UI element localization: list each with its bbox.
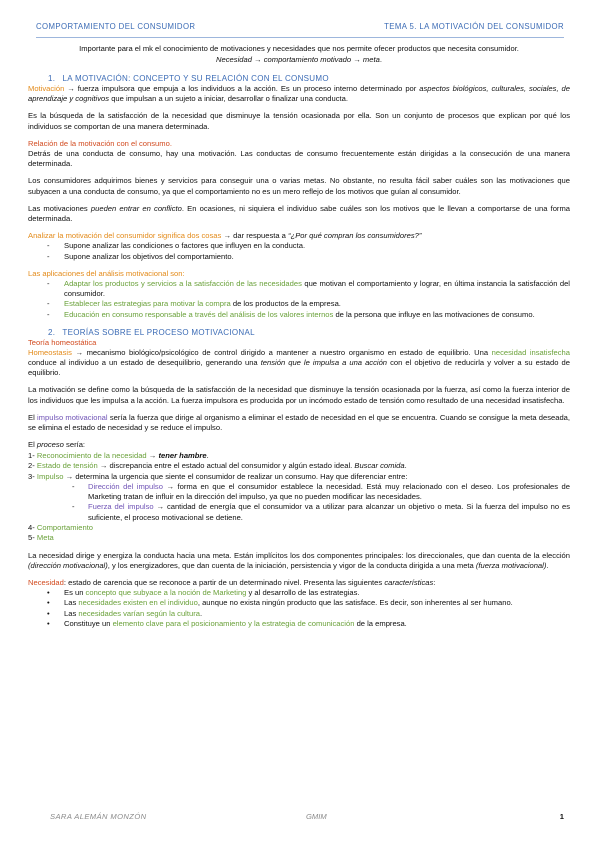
text: sería la fuerza que dirige al organismo a eliminar el estado de necesidad en el que se encuentra. Cuando se consigue la meta deseada, se elimina el estado de necesidad y se reduce el impulso.	[28, 412, 571, 433]
text-green: Educación en consumo responsable a través del análisis de los valores internos	[64, 309, 334, 319]
page-number: 1	[559, 812, 564, 821]
text: .	[199, 608, 203, 618]
paragraph-analizar	[28, 231, 570, 241]
text: La necesidad dirige y energiza la conducta hacia una meta. Están implícitos los dos componentes principales: los direccionales, que dan cuenta de la elección	[28, 550, 570, 560]
term-motivacion: Motivación	[28, 84, 65, 93]
text-italic: aspectos biológicos, culturales, sociales, de aprendizaje y cognitivos	[28, 84, 570, 104]
text: Constituye un	[64, 618, 111, 628]
text-green: Establecer las estrategias para motivar la compra	[64, 299, 231, 309]
list-item	[28, 588, 570, 598]
text-italic: Buscar comida	[354, 461, 405, 471]
header-topic-title: TEMA 5. LA MOTIVACIÓN DEL CONSUMIDOR	[384, 22, 564, 31]
step-title: Impulso	[36, 471, 64, 481]
text: de la persona que influye en las motivaciones de consumo.	[335, 309, 535, 319]
step-title: Comportamiento	[36, 522, 94, 532]
text: . En ocasiones, ni siquiera el individuo sabe cuáles son los motivos que le llevan a comportarse de una forma determinada.	[28, 203, 570, 224]
paragraph-conflicto	[28, 204, 570, 224]
analizar-list	[28, 241, 570, 261]
subheading-teoria: Teoría homeostática	[28, 337, 97, 347]
document-body	[28, 43, 570, 629]
paragraph-impulso	[28, 413, 570, 433]
text-purple: Dirección del impulso	[88, 481, 163, 491]
list-item	[28, 609, 570, 619]
text: .	[206, 450, 209, 460]
text: El	[28, 412, 35, 422]
step-number: 3-	[28, 471, 35, 481]
list-item	[28, 619, 570, 629]
step-title: Estado de tensión	[36, 461, 98, 471]
paragraph: La motivación se define como la búsqueda de la satisfacción de la necesidad que disminuye la tensión ocasionada por la fuerza, así como la fuerza interior de los individuos que les impulsa a la acción. La fuerza impulsora es producida por un incómodo estado de tensión como resultado de una necesidad insatisfecha.	[28, 385, 570, 405]
step-title: Meta	[36, 533, 54, 543]
section-1-heading	[28, 74, 570, 84]
page-header	[36, 22, 564, 34]
text: sería:	[66, 440, 86, 450]
process-step	[28, 451, 570, 461]
text: El	[28, 440, 35, 450]
text-italic: características	[384, 577, 434, 587]
paragraph-componentes	[28, 551, 570, 571]
term-impulso: impulso motivacional	[37, 412, 108, 422]
process-step	[28, 523, 570, 533]
paragraph: Los consumidores adquirimos bienes y servicios para conseguir una o varias metas. No obstante, no resulta fácil saber cuáles son las motivaciones que subyacen a una conducta de consumo, ya que el comportamiento no es un mero reflejo de los motivos que guían al consumidor.	[28, 176, 570, 196]
text: conduce al individuo a un estado de desequilibrio, generando una	[28, 358, 258, 368]
term-necesidad: Necesidad	[28, 577, 64, 587]
text: Las	[64, 598, 77, 608]
step-number: 1-	[28, 450, 35, 460]
text-italic: tensión que le impulsa a una acción	[260, 358, 388, 368]
process-list	[28, 440, 570, 543]
section-title: LA MOTIVACIÓN: CONCEPTO Y SU RELACIÓN CON EL CONSUMO	[62, 74, 329, 83]
page-footer	[36, 812, 564, 824]
text-green: necesidad insatisfecha	[491, 347, 570, 357]
text-green: concepto que subyace a la noción de Marketing	[85, 588, 247, 598]
process-step	[28, 533, 570, 543]
text: → fuerza impulsora que empuja a los individuos a la acción. Es un proceso interno determinado por	[67, 84, 417, 93]
necesidad-list	[28, 588, 570, 629]
list-item: - Supone analizar las condiciones o factores que influyen en la conducta.	[28, 241, 570, 251]
text: Las	[64, 608, 77, 618]
list-item	[28, 482, 570, 502]
intro-line: Importante para el mk el conocimiento de motivaciones y necesidades que nos permite ofecer productos que necesita consumidor.	[79, 44, 519, 53]
text: Detrás de una conducta de consumo, hay una motivación. Las conductas de consumo frecuentemente están dirigidas a la consecución de una manera determinada.	[28, 149, 570, 169]
list-item	[28, 299, 570, 309]
text-italic: “¿Por qué compran los consumidores?”	[288, 231, 422, 241]
text: → forma en que el consumidor establece la necesidad. Está muy relacionado con el deseo. Los profesionales de Marketing tratan de influir en la dirección del impulso, ya que no pueden modificar las necesidades.	[88, 481, 570, 502]
text-italic: pueden entrar en conflicto	[90, 203, 182, 213]
list-item	[28, 310, 570, 320]
step-title: Reconocimiento de la necesidad	[36, 450, 147, 460]
text-green: necesidades varían según la cultura	[78, 608, 200, 618]
intro-block: Importante para el mk el conocimiento de motivaciones y necesidades que nos permite ofecer productos que necesita consumidor. Necesidad → comportamiento motivado → meta.	[28, 44, 570, 65]
text-green: elemento clave para el posicionamiento y la estrategia de comunicación	[112, 618, 355, 628]
header-course-title: COMPORTAMIENTO DEL CONSUMIDOR	[36, 22, 196, 31]
paragraph-motivacion	[28, 84, 570, 104]
paragraph-relacion	[28, 139, 570, 170]
text-italic: (fuerza motivacional)	[475, 560, 547, 570]
text: , y los energizadores, que dan cuenta de la iniciación, persistencia y vigor de la conducta dirigida a una meta	[107, 560, 474, 570]
text: que impulsan a un sujeto a iniciar, desarrollar o finalizar una conducta.	[111, 94, 348, 104]
section-title: TEORÍAS SOBRE EL PROCESO MOTIVACIONAL	[62, 327, 255, 337]
term-homeostasis: Homeostasis	[28, 347, 72, 357]
text: Es un	[64, 588, 84, 598]
intro-formula: Necesidad → comportamiento motivado → meta	[216, 54, 380, 64]
paragraph-aplicaciones	[28, 269, 570, 279]
text: → dar respuesta a	[223, 231, 286, 241]
text: , aunque no exista ningún producto que las satisface. Es decir, son inherentes al ser humano.	[197, 598, 513, 608]
text: → determina la urgencia que siente el consumidor de realizar un consumo. Hay que diferenciar entre:	[65, 471, 408, 481]
list-item	[28, 502, 570, 522]
list-item	[28, 598, 570, 608]
text-green: necesidades existen en el individuo	[78, 598, 198, 608]
subheading-analizar: Analizar la motivación del consumidor significa dos cosas	[28, 231, 222, 241]
text: Las motivaciones	[28, 203, 88, 213]
footer-degree: GMIM	[306, 812, 327, 821]
aplicaciones-list	[28, 279, 570, 320]
section-number: 2.	[48, 327, 56, 337]
text-italic: proceso	[36, 440, 64, 450]
paragraph-homeostasis	[28, 348, 570, 379]
step-number: 5-	[28, 533, 35, 543]
subheading-relacion: Relación de la motivación con el consumo.	[28, 138, 172, 148]
text: .	[404, 461, 407, 471]
step-number: 4-	[28, 522, 35, 532]
text: →	[148, 450, 157, 460]
text: y al desarrollo de las estrategias.	[248, 588, 360, 598]
text: que motivan el comportamiento y lograr, en última instancia la satisfacción del consumidor.	[64, 279, 570, 299]
impulso-sublist	[28, 482, 570, 523]
process-intro	[28, 440, 570, 450]
text-purple: Fuerza del impulso	[88, 502, 154, 512]
header-divider	[36, 37, 564, 38]
list-item	[28, 279, 570, 299]
text: → mecanismo biológico/psicológico de control dirigido a mantener a nuestro organismo en estado de equilibrio. Una	[75, 347, 489, 357]
process-step	[28, 472, 570, 482]
text: : estado de carencia que se reconoce a partir de un determinado nivel. Presenta las siguientes	[63, 577, 383, 587]
text-italic: (dirección motivacional)	[28, 560, 108, 570]
step-number: 2-	[28, 461, 35, 471]
text: → cantidad de energía que el consumidor va a utilizar para alcanzar un objetivo o meta. Si la fuerza del impulso no es suficiente, el proceso motivacional se detiene.	[88, 502, 570, 522]
section-number: 1.	[48, 74, 56, 83]
process-step	[28, 461, 570, 471]
text: .	[546, 560, 549, 570]
section-2-heading	[28, 328, 570, 338]
text: → discrepancia entre el estado actual del consumidor y algún estado ideal.	[99, 461, 353, 471]
footer-author: SARA ALEMÁN MONZÓN	[50, 812, 147, 821]
paragraph-necesidad	[28, 578, 570, 588]
paragraph: Es la búsqueda de la satisfacción de la necesidad que disminuye la tensión ocasionada por ella. Son un conjunto de procesos que explican por qué los individuos se comportan de una manera determinada.	[28, 111, 570, 131]
text: de la empresa.	[356, 618, 407, 628]
text: con el objetivo de reducirla y volver a su estado de equilibrio.	[28, 358, 570, 378]
subheading-aplicaciones: Las aplicaciones del análisis motivacional son:	[28, 268, 185, 278]
text-green: Adaptar los productos y servicios a la satisfacción de las necesidades	[64, 279, 302, 289]
text: de los productos de la empresa.	[232, 299, 341, 309]
list-item: - Supone analizar los objetivos del comportamiento.	[28, 252, 570, 262]
text-italic: tener hambre	[158, 450, 207, 460]
text: :	[433, 577, 436, 587]
